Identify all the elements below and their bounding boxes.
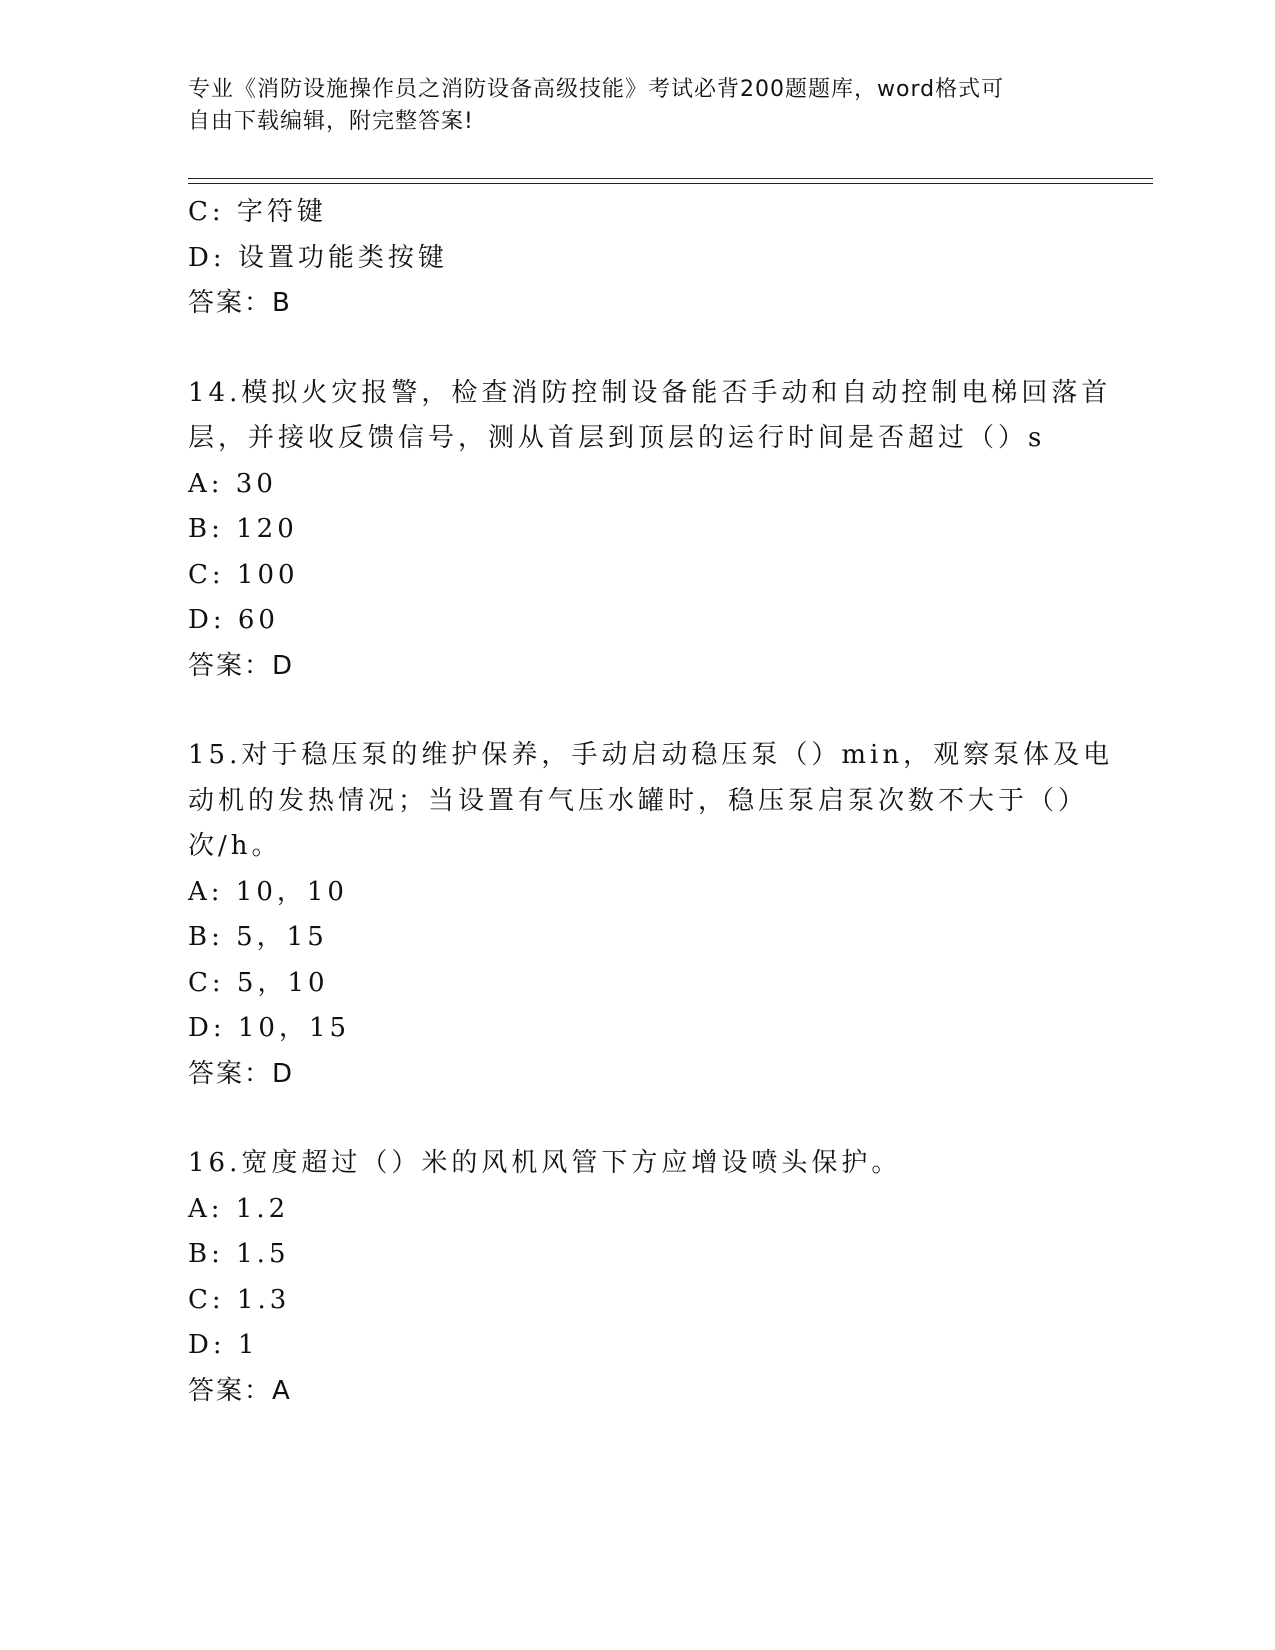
question-text-line: 次/h。 [188, 831, 282, 861]
answer-line: 答案：B [188, 288, 292, 318]
question-text-line: 层，并接收反馈信号，测从首层到顶层的运行时间是否超过（）s [188, 423, 1046, 453]
header-divider-top [188, 178, 1153, 179]
option-c: C: 1.3 [188, 1284, 291, 1315]
question-13-continuation [188, 190, 1088, 327]
header-line-2: 自由下载编辑，附完整答案! [188, 109, 474, 134]
option-b: B: 1.5 [188, 1239, 290, 1269]
question-16 [188, 1141, 1088, 1414]
option-a: A: 30 [188, 468, 277, 499]
question-text-line: 动机的发热情况；当设置有气压水罐时，稳压泵启泵次数不大于（） [188, 785, 1089, 816]
answer-line: 答案：D [188, 650, 295, 681]
option-d: D: 10，15 [188, 1013, 351, 1043]
document-header [188, 74, 1068, 138]
option-b: B: 5，15 [188, 922, 328, 952]
question-text-line: 14.模拟火灾报警，检查消防控制设备能否手动和自动控制电梯回落首 [188, 377, 1112, 408]
spacer [188, 689, 1088, 733]
spacer [188, 1097, 1088, 1141]
option-b: B: 120 [188, 514, 298, 544]
question-15 [188, 733, 1114, 1097]
answer-line: 答案：D [188, 1058, 295, 1089]
question-14 [188, 371, 1112, 690]
document-body [188, 190, 1114, 1414]
header-line-1: 专业《消防设施操作员之消防设备高级技能》考试必背200题题库，word格式可 [188, 77, 1005, 102]
question-text-line: 16.宽度超过（）米的风机风管下方应增设喷头保护。 [188, 1148, 902, 1178]
option-d: D: 60 [188, 605, 279, 635]
question-text-line: 15.对于稳压泵的维护保养，手动启动稳压泵（）min，观察泵体及电 [188, 740, 1114, 770]
option-a: A: 10，10 [188, 876, 348, 907]
option-c: C: 5，10 [188, 967, 329, 998]
option-d: D: 设置功能类按键 [188, 242, 448, 273]
option-c: C: 字符键 [188, 197, 327, 227]
option-c: C: 100 [188, 559, 299, 590]
answer-line: 答案：A [188, 1375, 292, 1406]
option-d: D: 1 [188, 1330, 259, 1360]
option-a: A: 1.2 [188, 1193, 290, 1224]
header-divider-bottom [188, 183, 1153, 184]
spacer [188, 327, 1088, 371]
